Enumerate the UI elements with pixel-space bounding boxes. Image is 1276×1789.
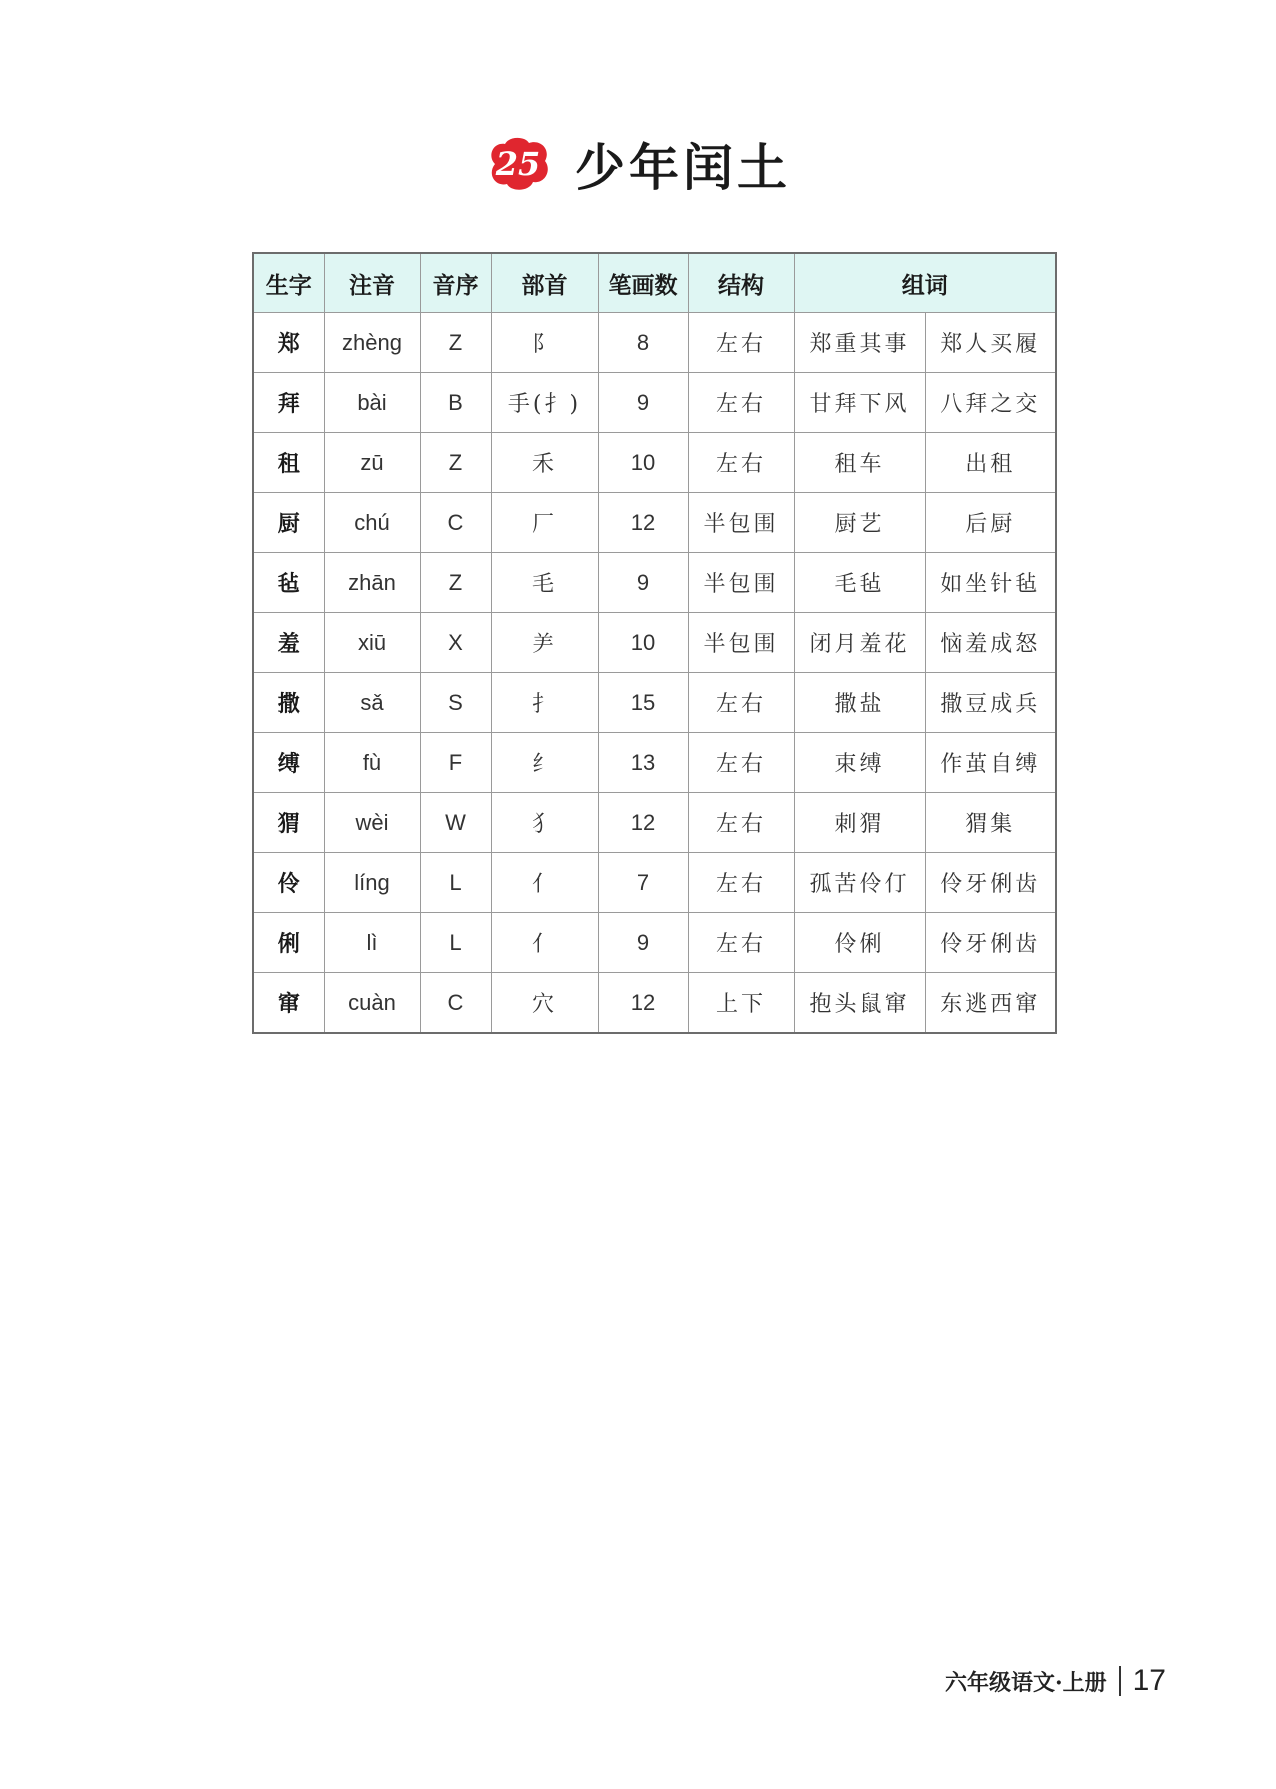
lesson-title: 少年闰土 [575,138,791,197]
cell-strokes: 9 [598,553,688,613]
cell-char: 伶 [253,853,324,913]
cell-pinyin: wèi [324,793,420,853]
vocabulary-table [252,252,1057,1034]
cell-char: 缚 [253,733,324,793]
cell-char: 厨 [253,493,324,553]
cell-structure: 左右 [688,373,794,433]
cell-order: L [420,853,491,913]
cell-word-1: 孤苦伶仃 [794,853,925,913]
lesson-number-badge [485,134,551,194]
cell-char: 俐 [253,913,324,973]
cell-radical: 扌 [491,673,598,733]
cell-order: C [420,973,491,1034]
cell-order: X [420,613,491,673]
cell-word-2: 如坐针毡 [925,553,1056,613]
cell-structure: 半包围 [688,613,794,673]
cell-strokes: 10 [598,433,688,493]
cell-char: 租 [253,433,324,493]
cell-strokes: 15 [598,673,688,733]
cell-structure: 上下 [688,973,794,1034]
cell-radical: 穴 [491,973,598,1034]
cell-pinyin: cuàn [324,973,420,1034]
cell-pinyin: chú [324,493,420,553]
cell-pinyin: zū [324,433,420,493]
cell-structure: 左右 [688,793,794,853]
header-radical: 部首 [491,253,598,313]
cell-structure: 左右 [688,673,794,733]
cell-order: C [420,493,491,553]
cell-structure: 左右 [688,913,794,973]
table-row [253,493,1056,553]
cell-order: W [420,793,491,853]
table-row [253,313,1056,373]
cell-char: 郑 [253,313,324,373]
cell-word-2: 东逃西窜 [925,973,1056,1034]
cell-strokes: 9 [598,913,688,973]
page-footer [945,1664,1166,1698]
cell-structure: 半包围 [688,493,794,553]
cell-char: 窜 [253,973,324,1034]
cell-radical: 毛 [491,553,598,613]
cell-char: 毡 [253,553,324,613]
cell-word-2: 猬集 [925,793,1056,853]
cell-word-2: 后厨 [925,493,1056,553]
cell-order: Z [420,433,491,493]
lesson-number: 25 [495,145,541,183]
cell-word-1: 束缚 [794,733,925,793]
cell-word-2: 恼羞成怒 [925,613,1056,673]
cell-word-1: 甘拜下风 [794,373,925,433]
cell-strokes: 13 [598,733,688,793]
cell-pinyin: lì [324,913,420,973]
cell-word-1: 租车 [794,433,925,493]
cell-word-1: 闭月羞花 [794,613,925,673]
table-row [253,373,1056,433]
cell-char: 羞 [253,613,324,673]
cell-word-2: 作茧自缚 [925,733,1056,793]
cell-word-1: 撒盐 [794,673,925,733]
cell-structure: 半包围 [688,553,794,613]
cell-radical: 纟 [491,733,598,793]
cell-radical: 厂 [491,493,598,553]
table-row [253,553,1056,613]
cell-order: S [420,673,491,733]
header-structure: 结构 [688,253,794,313]
cell-pinyin: zhèng [324,313,420,373]
cell-strokes: 9 [598,373,688,433]
cell-word-1: 郑重其事 [794,313,925,373]
table-row [253,793,1056,853]
cell-radical: ⺶ [491,613,598,673]
header-char: 生字 [253,253,324,313]
cell-order: Z [420,553,491,613]
cell-pinyin: bài [324,373,420,433]
cell-strokes: 12 [598,493,688,553]
cell-strokes: 10 [598,613,688,673]
table-row [253,673,1056,733]
cell-strokes: 8 [598,313,688,373]
cell-radical: 亻 [491,853,598,913]
table-row [253,973,1056,1034]
cell-radical: 手(⺘) [491,373,598,433]
cell-word-2: 八拜之交 [925,373,1056,433]
cell-char: 拜 [253,373,324,433]
cell-strokes: 7 [598,853,688,913]
cell-strokes: 12 [598,793,688,853]
cell-word-1: 伶俐 [794,913,925,973]
cell-word-1: 抱头鼠窜 [794,973,925,1034]
cell-structure: 左右 [688,433,794,493]
page-number: 17 [1132,1664,1166,1697]
table-row [253,733,1056,793]
cell-word-1: 厨艺 [794,493,925,553]
header-strokes: 笔画数 [598,253,688,313]
table-row [253,613,1056,673]
cell-structure: 左右 [688,313,794,373]
cell-word-2: 郑人买履 [925,313,1056,373]
cell-word-1: 毛毡 [794,553,925,613]
cell-order: B [420,373,491,433]
cell-pinyin: sǎ [324,673,420,733]
cell-word-2: 出租 [925,433,1056,493]
cell-radical: 犭 [491,793,598,853]
cell-word-2: 撒豆成兵 [925,673,1056,733]
cell-word-2: 伶牙俐齿 [925,913,1056,973]
table-row [253,853,1056,913]
cell-structure: 左右 [688,853,794,913]
header-pinyin: 注音 [324,253,420,313]
cell-char: 猬 [253,793,324,853]
cell-pinyin: líng [324,853,420,913]
cell-order: L [420,913,491,973]
table-row [253,913,1056,973]
cell-order: Z [420,313,491,373]
lesson-header [0,128,1276,200]
header-order: 音序 [420,253,491,313]
footer-divider [1119,1666,1121,1696]
cell-char: 撒 [253,673,324,733]
cell-structure: 左右 [688,733,794,793]
cell-strokes: 12 [598,973,688,1034]
header-words: 组词 [794,253,1056,313]
cell-pinyin: xiū [324,613,420,673]
cell-radical: 禾 [491,433,598,493]
table-header-row [253,253,1056,313]
table-row [253,433,1056,493]
cell-word-2: 伶牙俐齿 [925,853,1056,913]
cell-radical: 阝 [491,313,598,373]
book-title: 六年级语文·上册 [944,1669,1107,1696]
cell-pinyin: zhān [324,553,420,613]
cell-word-1: 刺猬 [794,793,925,853]
cell-radical: 亻 [491,913,598,973]
cell-pinyin: fù [324,733,420,793]
cell-order: F [420,733,491,793]
